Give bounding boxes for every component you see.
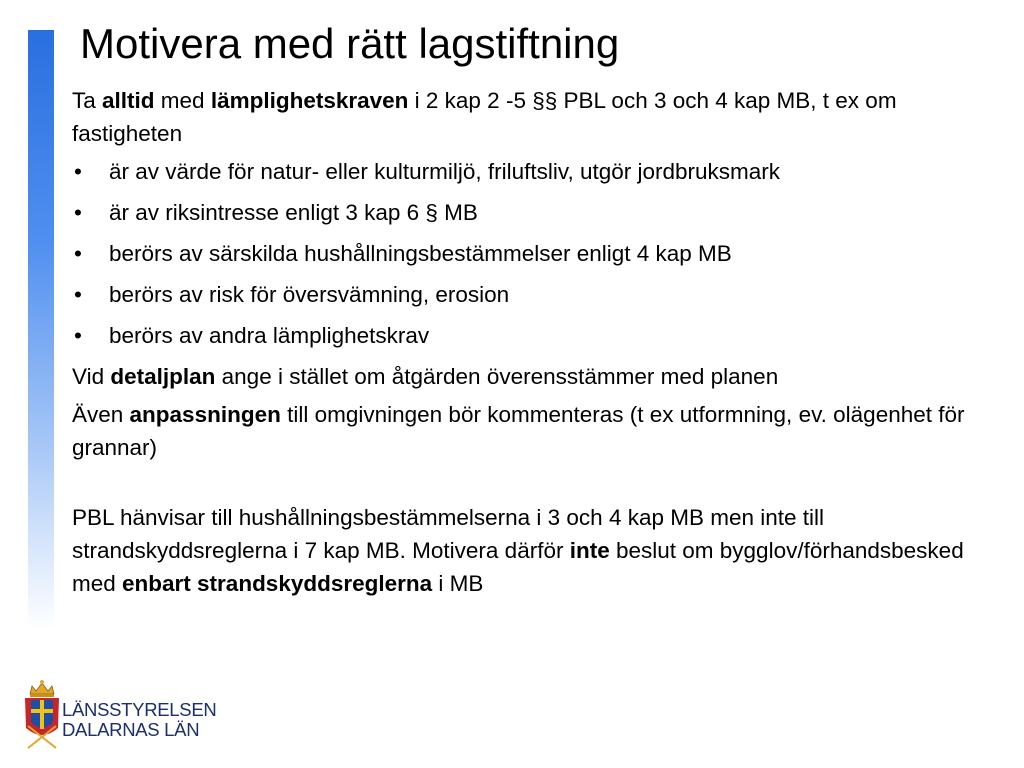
coat-of-arms-icon: [22, 678, 62, 752]
bullet-icon: •: [74, 323, 82, 348]
list-item: [72, 319, 972, 352]
text-segment: Ta: [72, 88, 103, 113]
text-segment: med: [154, 88, 211, 113]
logo-line-2: DALARNAS LÄN: [62, 719, 200, 740]
bullet-icon: •: [74, 282, 82, 307]
logo-line-1: LÄNSSTYRELSEN: [62, 699, 217, 720]
text-segment: Även: [72, 402, 130, 427]
bullet-text: är av riksintresse enligt 3 kap 6 § MB: [109, 200, 478, 225]
bullet-icon: •: [74, 241, 82, 266]
list-item: [72, 237, 972, 270]
bullet-text: berörs av andra lämplighetskrav: [109, 323, 430, 348]
accent-bar: [28, 30, 54, 630]
bold-text: enbart strandskyddsreglerna: [122, 571, 433, 596]
text-segment: ange i stället om åtgärden överensstämmer med planen: [215, 364, 779, 389]
slide-title: Motivera med rätt lagstiftning: [80, 20, 620, 67]
bold-text: anpassningen: [129, 402, 281, 427]
paragraph-anpassning: [72, 398, 972, 464]
lansstyrelsen-logo: [22, 678, 222, 752]
bullet-list: [72, 155, 972, 352]
bullet-text: berörs av risk för översvämning, erosion: [109, 282, 510, 307]
text-segment: i MB: [432, 571, 484, 596]
paragraph-lamplighetskrav: [72, 84, 972, 150]
bold-text: alltid: [102, 88, 155, 113]
bullet-icon: •: [74, 200, 82, 225]
bullet-text: är av värde för natur- eller kulturmiljö, friluftsliv, utgör jordbruksmark: [109, 159, 781, 184]
text-segment: PBL hänvisar till hushållningsbestämmelserna i 3 och 4 kap MB men inte till strandskyddsreglerna i 7 kap MB. Motivera därför: [72, 505, 825, 563]
paragraph-pbl-strandskydd: [72, 501, 972, 600]
text-segment: Vid: [72, 364, 111, 389]
bold-text: inte: [569, 538, 610, 563]
bullet-text: berörs av särskilda hushållningsbestämmelser enligt 4 kap MB: [109, 241, 732, 266]
list-item: [72, 155, 972, 188]
bullet-icon: •: [74, 159, 82, 184]
list-item: [72, 196, 972, 229]
spacer: [72, 469, 972, 501]
text-segment: beslut om bygglov/förhandsbesked med: [72, 538, 964, 596]
list-item: [72, 278, 972, 311]
bold-text: lämplighetskraven: [210, 88, 409, 113]
text-segment: i 2 kap 2 -5 §§ PBL och 3 och 4 kap MB, t ex om fastigheten: [72, 88, 897, 146]
slide-content: [72, 84, 972, 605]
logo-text: [62, 700, 216, 740]
bold-text: detaljplan: [110, 364, 216, 389]
paragraph-detaljplan: [72, 360, 972, 393]
text-segment: till omgivningen bör kommenteras (t ex utformning, ev. olägenhet för grannar): [72, 402, 965, 460]
